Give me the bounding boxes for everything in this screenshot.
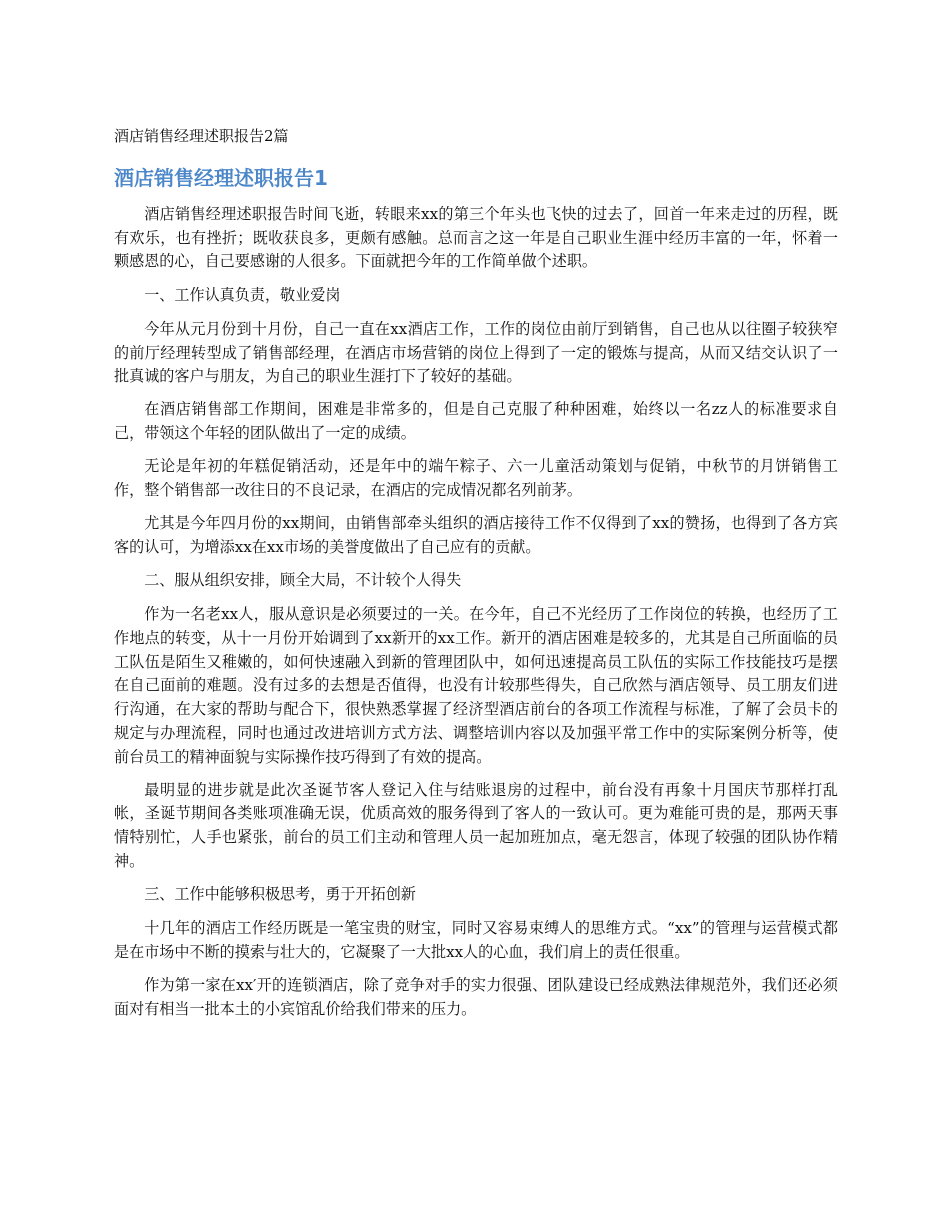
section-title-2: 二、服从组织安排，顾全大局，不计较个人得失 bbox=[144, 571, 462, 590]
document-title: 酒店销售经理述职报告2篇 bbox=[114, 127, 289, 145]
section-heading: 酒店销售经理述职报告1 bbox=[114, 166, 328, 190]
paragraph-intro: 酒店销售经理述职报告时间飞逝，转眼来xx的第三个年头也飞快的过去了，回首一年来走过的历程，既有欢乐，也有挫折；既收获良多，更颇有感触。总而言之这一年是自己职业生涯中经历丰富的一年，怀着一颗感恩的心，自己要感谢的人很多。下面就把今年的工作简单做个述职。 bbox=[114, 205, 838, 271]
paragraph: 十几年的酒店工作经历既是一笔宝贵的财宝，同时又容易束缚人的思维方式。“xx”的管理与运营模式都是在市场中不断的摸索与壮大的，它凝聚了一大批xx人的心血，我们肩上的责任很重。 bbox=[114, 919, 838, 961]
document-body bbox=[114, 203, 838, 1031]
paragraph: 作为一名老xx人，服从意识是必须要过的一关。在今年，自己不光经历了工作岗位的转换，也经历了工作地点的转变，从十一月份开始调到了xx新开的xx工作。新开的酒店困难是较多的，尤其是自己所面临的员工队伍是陌生又稚嫩的，如何快速融入到新的管理团队中，如何迅速提高员工队伍的实际工作技能技巧是摆在自己面前的难题。没有过多的去想是否值得，也没有计较那些得失，自己欣然与酒店领导、员工朋友们进行沟通，在大家的帮助与配合下，很快熟悉掌握了经济型酒店前台的各项工作流程与标准，了解了会员卡的规定与办理流程，同时也通过改进培训方式方法、调整培训内容以及加强平常工作中的实际案例分析等，使前台员工的精神面貌与实际操作技巧得到了有效的提高。 bbox=[114, 605, 838, 766]
paragraph: 无论是年初的年糕促销活动，还是年中的端午粽子、六一儿童活动策划与促销，中秋节的月饼销售工作，整个销售部一改往日的不良记录，在酒店的完成情况都名列前茅。 bbox=[114, 457, 838, 500]
paragraph: 在酒店销售部工作期间，困难是非常多的，但是自己克服了种种困难，始终以一名zz人的标准要求自己，带领这个年轻的团队做出了一定的成绩。 bbox=[114, 400, 838, 443]
section-title-1: 一、工作认真负责，敬业爱岗 bbox=[144, 285, 341, 304]
paragraph: 作为第一家在xx′开的连锁酒店，除了竞争对手的实力很强、团队建设已经成熟法律规范外，我们还必须面对有相当一批本土的小宾馆乱价给我们带来的压力。 bbox=[114, 976, 838, 1018]
paragraph: 今年从元月份到十月份，自己一直在xx酒店工作，工作的岗位由前厅到销售，自己也从以往圈子较狭窄的前厅经理转型成了销售部经理，在酒店市场营销的岗位上得到了一定的锻炼与提高，从而又结交认识了一批真诚的客户与朋友，为自己的职业生涯打下了较好的基础。 bbox=[114, 319, 838, 386]
paragraph: 最明显的进步就是此次圣诞节客人登记入住与结账退房的过程中，前台没有再象十月国庆节那样打乱帐，圣诞节期间各类账项准确无误，优质高效的服务得到了客人的一致认可。更为难能可贵的是，那两天事情特别忙，人手也紧张，前台的员工们主动和管理人员一起加班加点，毫无怨言，体现了较强的团队协作精神。 bbox=[114, 780, 838, 870]
section-title-3: 三、工作中能够积极思考，勇于开拓创新 bbox=[144, 885, 416, 904]
paragraph: 尤其是今年四月份的xx期间，由销售部牵头组织的酒店接待工作不仅得到了xx的赞扬，也得到了各方宾客的认可，为增添xx在xx市场的美誉度做出了自己应有的贡献。 bbox=[114, 514, 838, 556]
